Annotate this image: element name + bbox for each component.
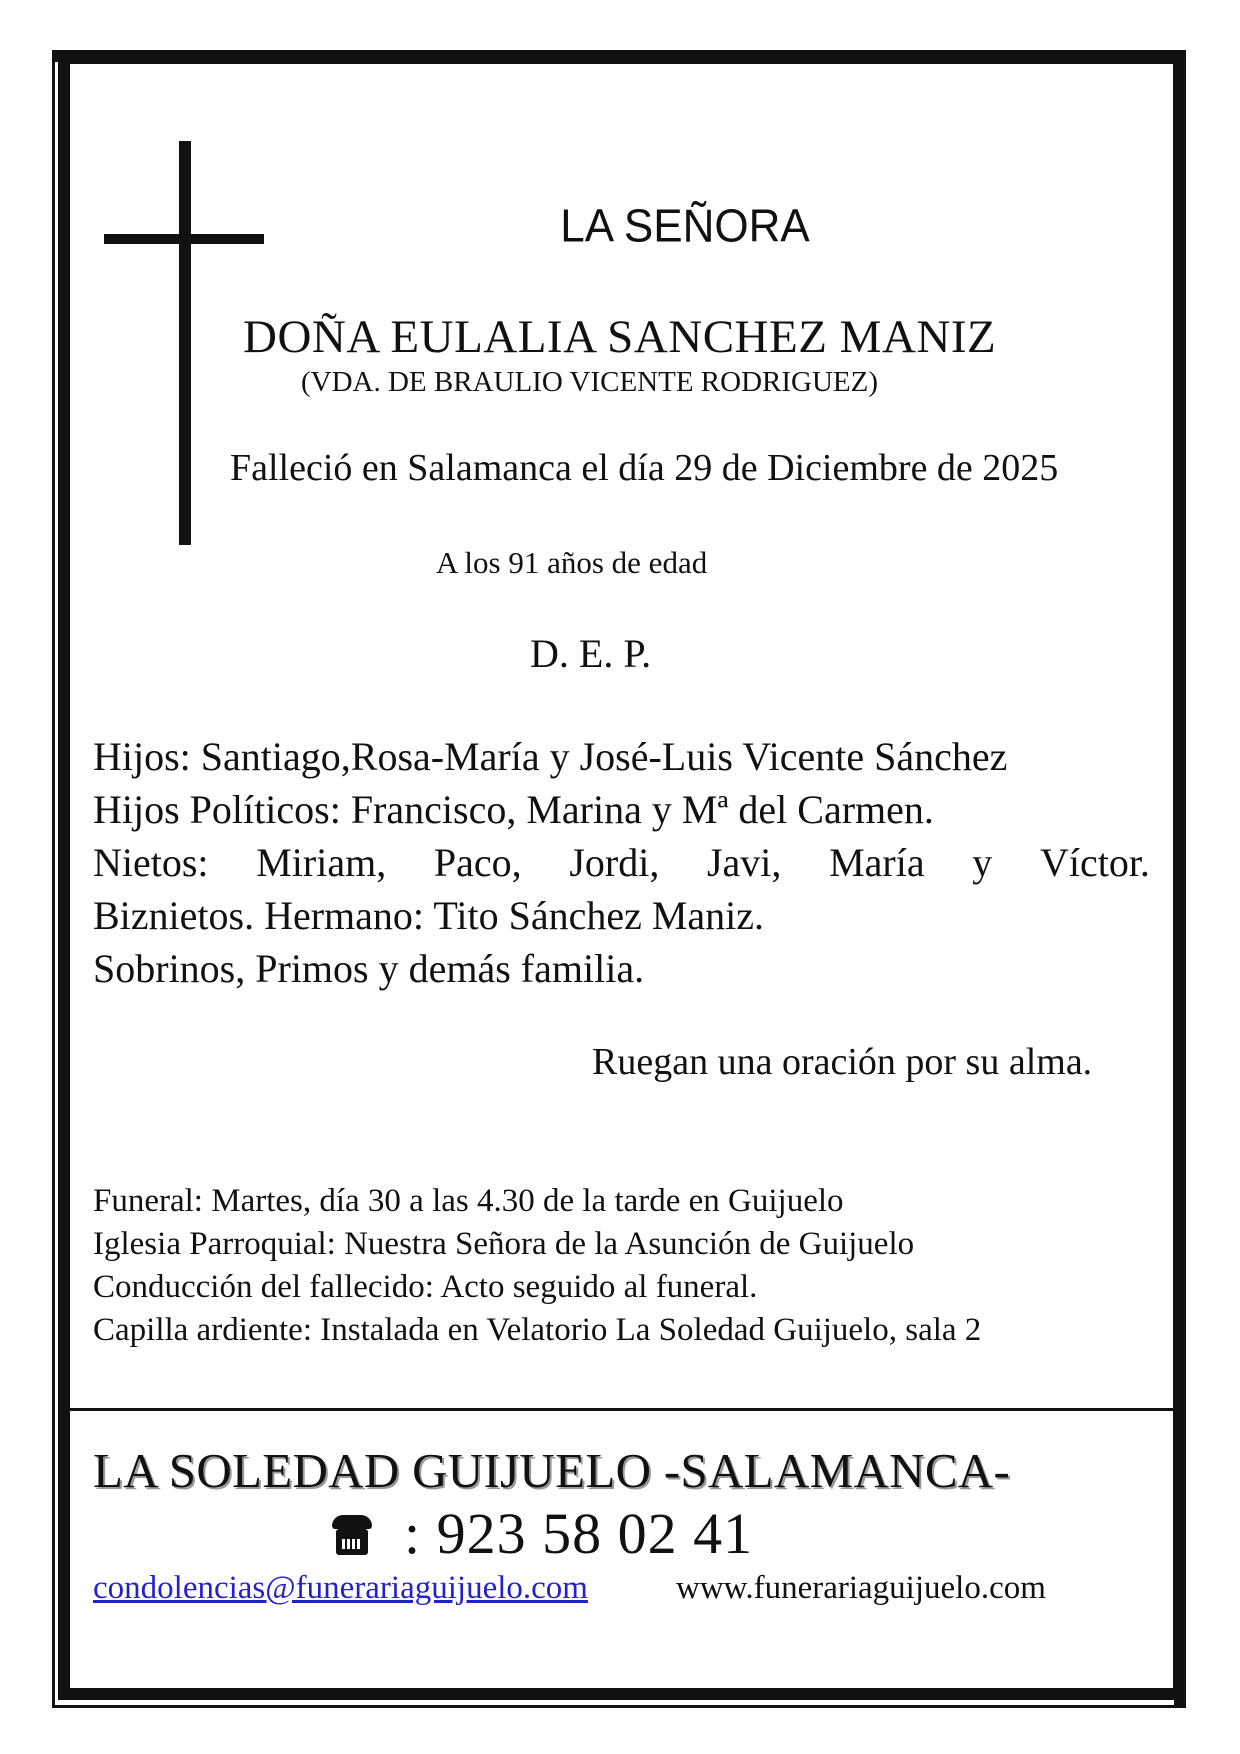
- death-notice: Falleció en Salamanca el día 29 de Diciembre de 2025: [230, 447, 1059, 489]
- prayer-request: Ruegan una oración por su alma.: [592, 1041, 1093, 1083]
- heading: LA SEÑORA: [560, 200, 810, 253]
- family-grandchildren: [93, 836, 1150, 889]
- word: Paco,: [433, 840, 522, 885]
- family-list: [93, 730, 1150, 995]
- family-in-laws: Hijos Políticos: Francisco, Marina y Mª del Carmen.: [93, 787, 934, 832]
- funeral-church: Iglesia Parroquial: Nuestra Señora de la Asunción de Guijuelo: [93, 1226, 915, 1262]
- word: Nietos:: [93, 840, 209, 885]
- phone-number: : 923 58 02 41: [404, 1501, 754, 1566]
- word: Miriam,: [256, 840, 387, 885]
- word: Javi,: [706, 840, 782, 885]
- funeral-chapel: Capilla ardiente: Instalada en Velatorio La Soledad Guijuelo, sala 2: [93, 1312, 982, 1348]
- widow-of: (VDA. DE BRAULIO VICENTE RODRIGUEZ): [301, 366, 878, 398]
- family-children: Hijos: Santiago,Rosa-María y José-Luis Vicente Sánchez: [93, 734, 1008, 779]
- phone-row: [330, 1500, 753, 1567]
- word: María: [829, 840, 925, 885]
- word: y: [972, 840, 993, 885]
- website: www.funerariaguijuelo.com: [676, 1570, 1046, 1606]
- funeral-details: [93, 1180, 981, 1352]
- funeral-procession: Conducción del fallecido: Acto seguido al funeral.: [93, 1269, 758, 1305]
- age-line: A los 91 años de edad: [436, 545, 708, 580]
- email-link[interactable]: condolencias@funerariaguijuelo.com: [93, 1570, 588, 1606]
- funeral-time: Funeral: Martes, día 30 a las 4.30 de la tarde en Guijuelo: [93, 1183, 844, 1219]
- deceased-name: DOÑA EULALIA SANCHEZ MANIZ: [243, 311, 997, 363]
- footer-divider: [67, 1408, 1177, 1411]
- word: Jordi,: [569, 840, 660, 885]
- rip-line: D. E. P.: [530, 631, 652, 676]
- word: Víctor.: [1039, 840, 1150, 885]
- family-others: Sobrinos, Primos y demás familia.: [93, 946, 645, 991]
- family-great-grandchildren: Biznietos. Hermano: Tito Sánchez Maniz.: [93, 893, 765, 938]
- company-name: LA SOLEDAD GUIJUELO -SALAMANCA-: [93, 1443, 1011, 1498]
- telephone-icon: [330, 1511, 374, 1557]
